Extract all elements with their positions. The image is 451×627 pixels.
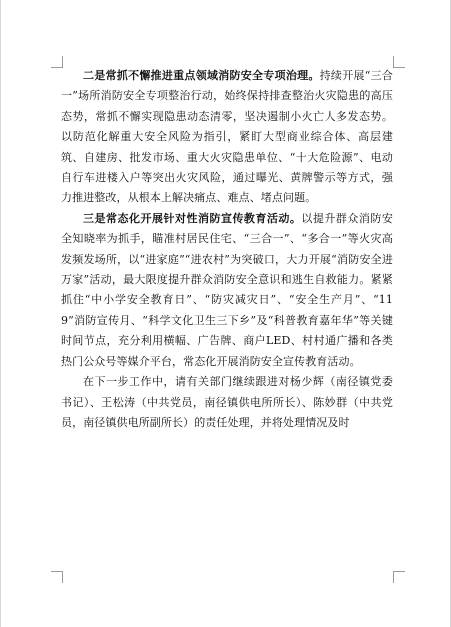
document-body [61,66,393,433]
paragraph-fire-hazard-remediation [61,66,393,209]
paragraph-heading: 二是常抓不懈推进重点领域消防安全专项治理。 [83,69,320,82]
paragraph-text: 在下一步工作中，请有关部门继续跟进对杨少辉（南径镇党委书记）、王松涛（中共党员，南径镇供电所所长）、陈妙群（中共党员，南径镇供电所副所长）的责任处理，并将处理情况及时 [61,375,393,429]
paragraph-text: 以提升群众消防安全知晓率为抓手，瞄准村居民住宅、“三合一”、“多合一”等火灾高发频发场所，以“进家庭”“进农村”为突破口，大力开展“消防安全进万家”活动，最大限度提升群众消防安全意识和逃生自救能力。紧紧抓住“中小学安全教育日”、“防灾减灾日”、“安全生产月”、“119”消防宣传月、“科学文化卫生三下乡”及“科普教育嘉年华”等关键时间节点，充分利用横幅、广告牌、商户LED、村村通广播和各类热门公众号等媒介平台，常态化开展消防安全宣传教育活动。 [61,211,393,368]
paragraph-next-steps [61,372,393,433]
corner-mark-bottom-left [51,571,63,583]
corner-mark-bottom-right [393,571,405,583]
paragraph-text: 持续开展“三合一”场所消防安全专项整治行动，始终保持排查整治火灾隐患的高压态势，常抓不懈实现隐患动态清零，坚决遏制小火亡人多发态势。以防范化解重大安全风险为指引，紧盯大型商业综合体、高层建筑、自建房、批发市场、重大火灾隐患单位、“十大危险源”、电动自行车进楼入户等突出火灾风险，通过曝光、黄牌警示等方式，强力推进整改，从根本上解决痛点、难点、堵点问题。 [61,69,393,205]
paragraph-fire-safety-education [61,209,393,372]
paragraph-heading: 三是常态化开展针对性消防宣传教育活动。 [83,211,302,225]
corner-mark-top-right [393,56,405,68]
